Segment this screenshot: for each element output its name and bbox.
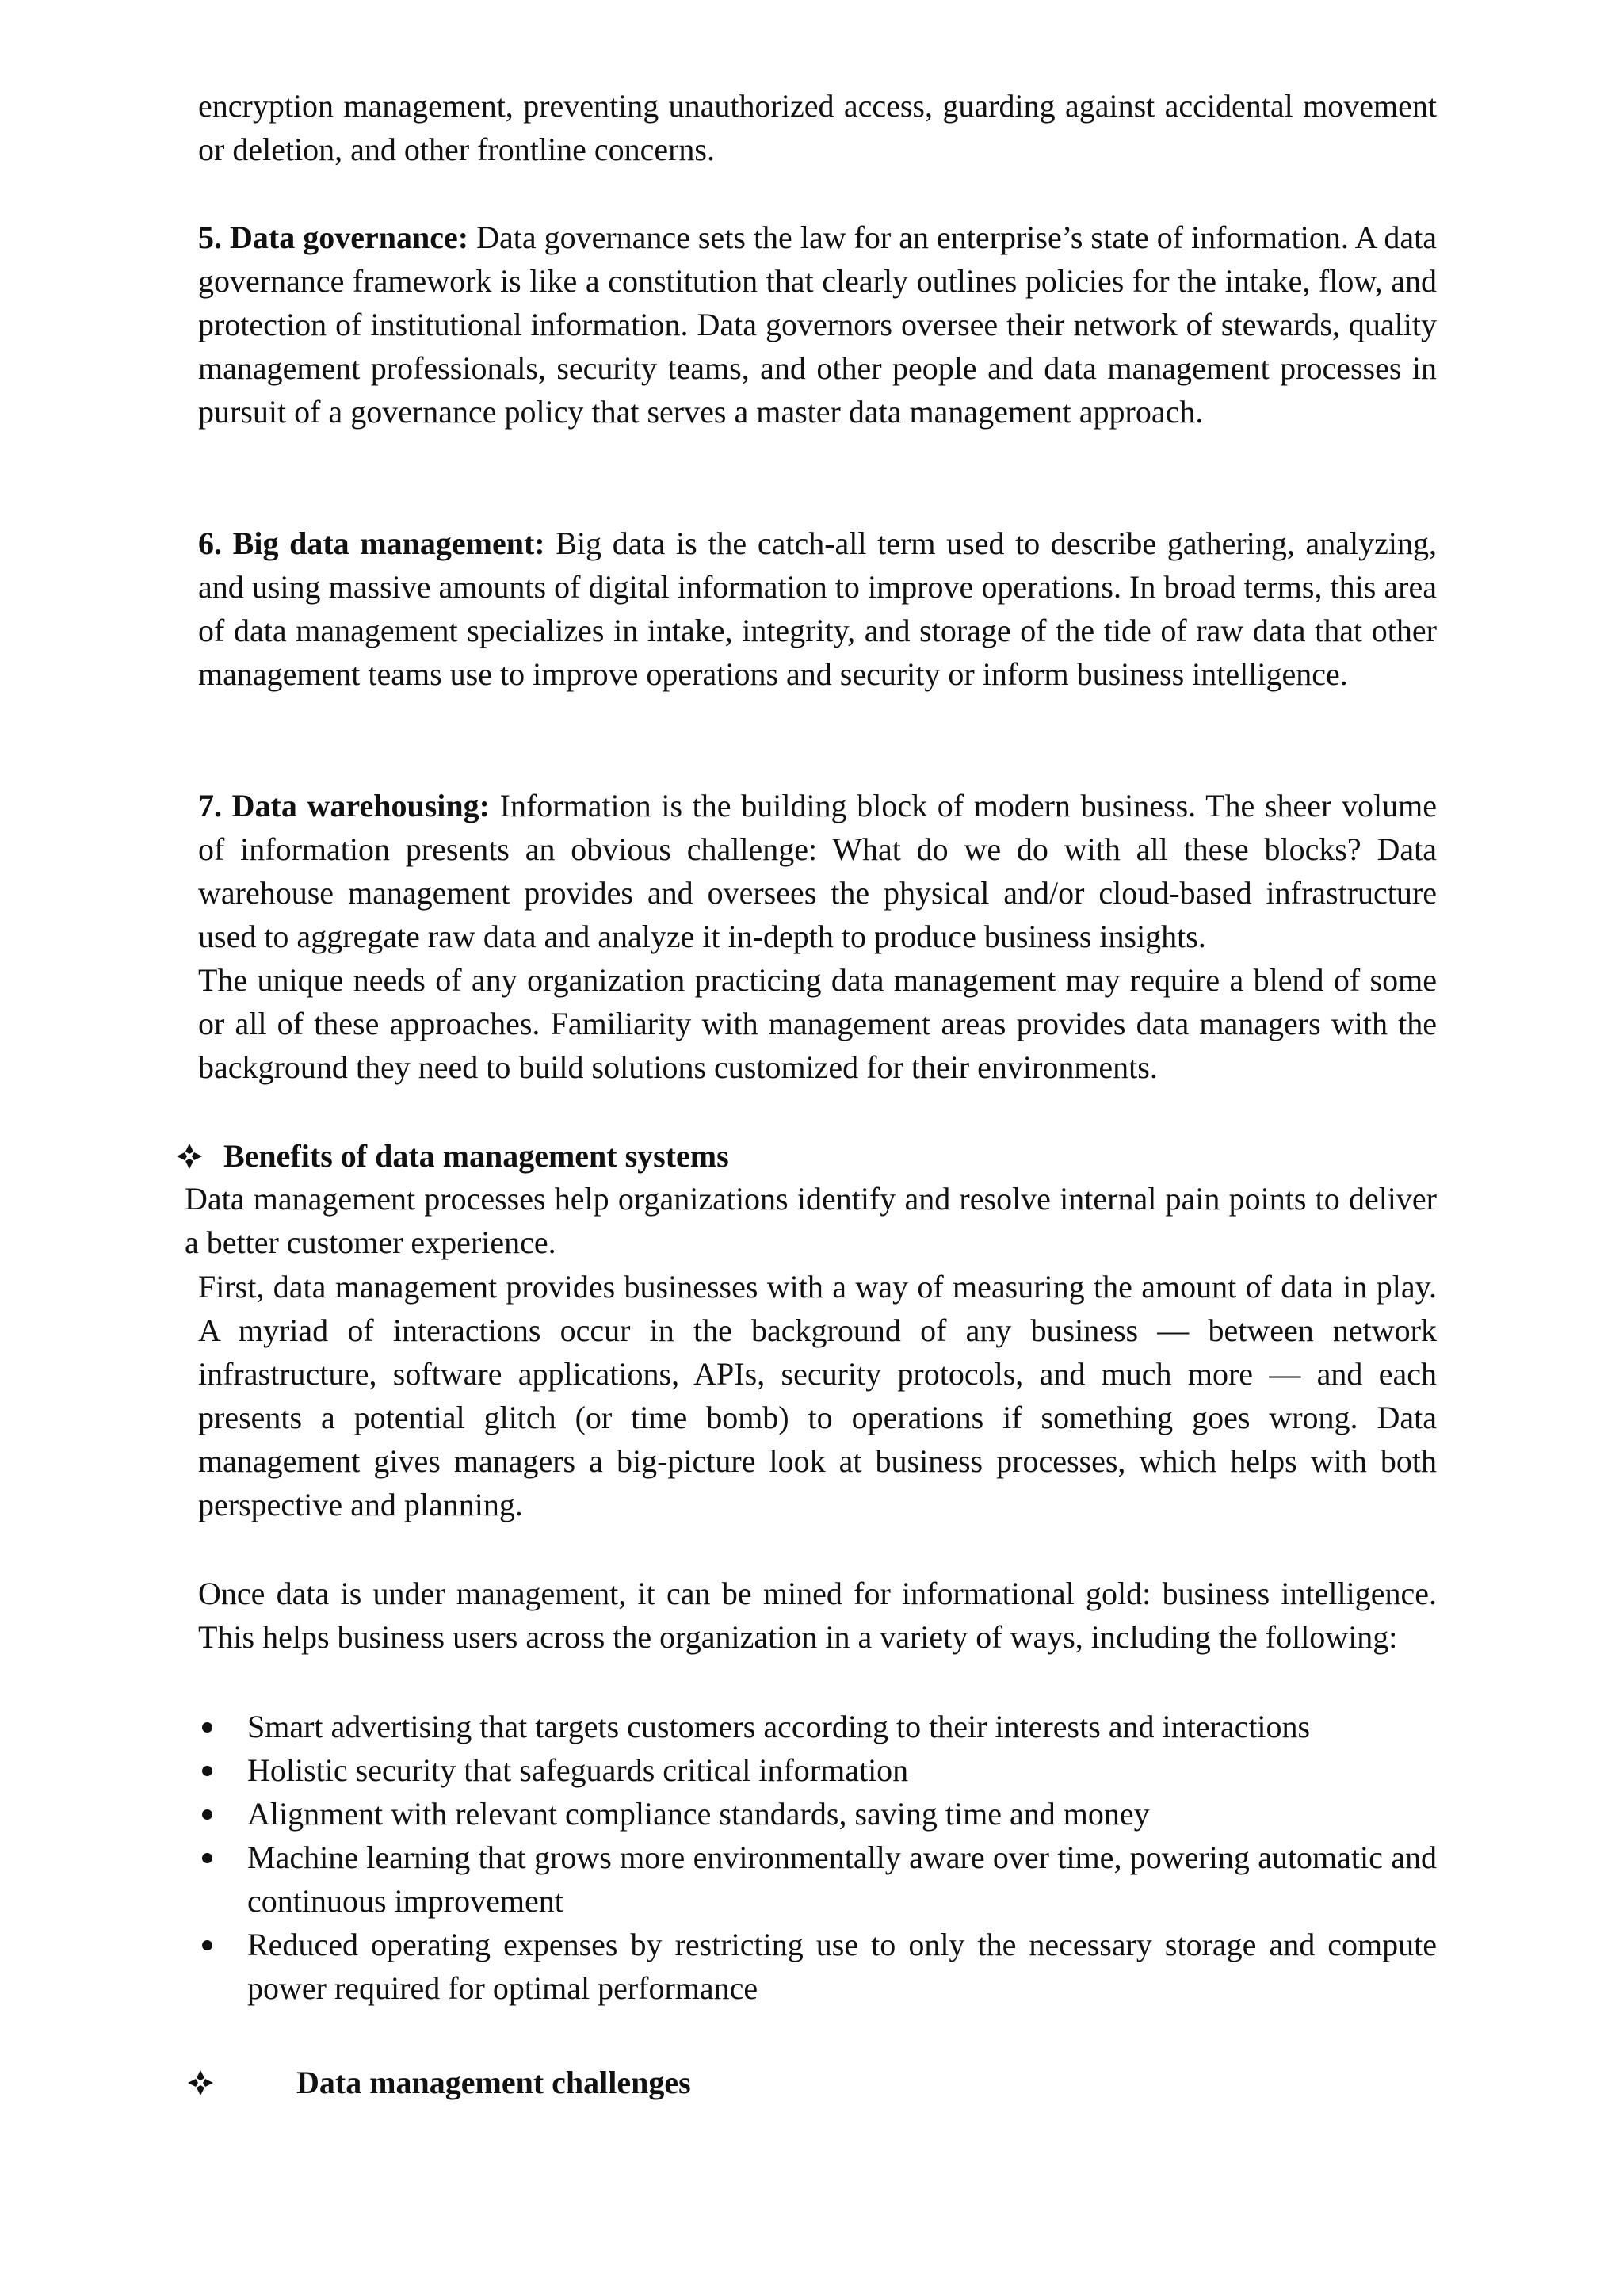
followup-text: The unique needs of any organization practicing data management may require a blend of some or all of these approaches. Familiarity with management areas provides data managers with the background they need to build solutions customized for their environments. <box>198 962 1437 1085</box>
list-item-text: Smart advertising that targets customers according to their interests and interactions <box>247 1709 1311 1744</box>
list-item-text: Machine learning that grows more environmentally aware over time, powering automatic and continuous improvement <box>247 1839 1437 1919</box>
challenges-heading <box>187 2061 691 2104</box>
round-bullet-icon <box>202 1809 212 1820</box>
list-item-text: Holistic security that safeguards critical information <box>247 1752 909 1788</box>
benefits-para1-text: First, data management provides businesses with a way of measuring the amount of data in play. A myriad of interactions occur in the background of any business — between network infrastructure, software applications, APIs, security protocols, and much more — and each presents a potential glitch (or time bomb) to operations if something goes wrong. Data management gives managers a big-picture look at business processes, which helps with both perspective and planning. <box>198 1269 1437 1522</box>
list-item <box>198 1923 1437 2010</box>
benefits-paragraph-2 <box>198 1572 1437 1659</box>
intro-paragraph <box>198 84 1437 171</box>
list-item-text: Reduced operating expenses by restricting use to only the necessary storage and compute power required for optimal performance <box>247 1927 1437 2006</box>
benefits-paragraph-1 <box>198 1265 1437 1526</box>
list-item <box>198 1748 1437 1792</box>
round-bullet-icon <box>202 1722 212 1733</box>
section-label: 7. Data warehousing: <box>198 788 490 823</box>
list-item-text: Alignment with relevant compliance standards, saving time and money <box>247 1796 1150 1832</box>
section-text: Data governance sets the law for an enterprise’s state of information. A data governance framework is like a constitution that clearly outlines policies for the intake, flow, and protection of institutional information. Data governors oversee their network of stewards, quality management professionals, security teams, and other people and data management processes in pursuit of a governance policy that serves a master data management approach. <box>198 220 1437 430</box>
intro-text: encryption management, preventing unauthorized access, guarding against accidental movement or deletion, and other frontline concerns. <box>198 88 1437 167</box>
section-big-data-management <box>198 521 1437 696</box>
challenges-heading-text: Data management challenges <box>296 2065 691 2100</box>
list-item <box>198 1705 1437 1748</box>
benefits-intro-text: Data management processes help organizations identify and resolve internal pain points to deliver a better customer experience. <box>185 1181 1437 1260</box>
section-text: Big data is the catch-all term used to describe gathering, analyzing, and using massive amounts of digital information to improve operations. In broad terms, this area of data management specializes in intake, integrity, and storage of the tide of raw data that other management teams use to improve operations and security or inform business intelligence. <box>198 525 1437 692</box>
list-item <box>198 1836 1437 1923</box>
benefits-para2-text: Once data is under management, it can be mined for informational gold: business intelligence. This helps business users across the organization in a variety of ways, including the following: <box>198 1576 1437 1655</box>
section-label: 6. Big data management: <box>198 525 545 561</box>
benefits-intro-paragraph <box>185 1177 1437 1264</box>
section-text: Information is the building block of modern business. The sheer volume of information presents an obvious challenge: What do we do with all these blocks? Data warehouse management provides and oversees the physical and/or cloud-based infrastructure used to aggregate raw data and analyze it in-depth to produce business insights. <box>198 788 1437 954</box>
benefits-heading <box>176 1134 729 1178</box>
round-bullet-icon <box>202 1766 212 1776</box>
section-data-warehousing <box>198 784 1437 958</box>
diamond-bullet-icon <box>176 1143 203 1170</box>
section-data-governance <box>198 216 1437 434</box>
benefits-list <box>198 1705 1437 2010</box>
section-label: 5. Data governance: <box>198 220 469 255</box>
round-bullet-icon <box>202 1940 212 1950</box>
diamond-bullet-icon <box>187 2069 214 2096</box>
round-bullet-icon <box>202 1853 212 1863</box>
benefits-heading-text: Benefits of data management systems <box>223 1138 729 1174</box>
list-item <box>198 1792 1437 1836</box>
section-followup-paragraph <box>198 958 1437 1089</box>
